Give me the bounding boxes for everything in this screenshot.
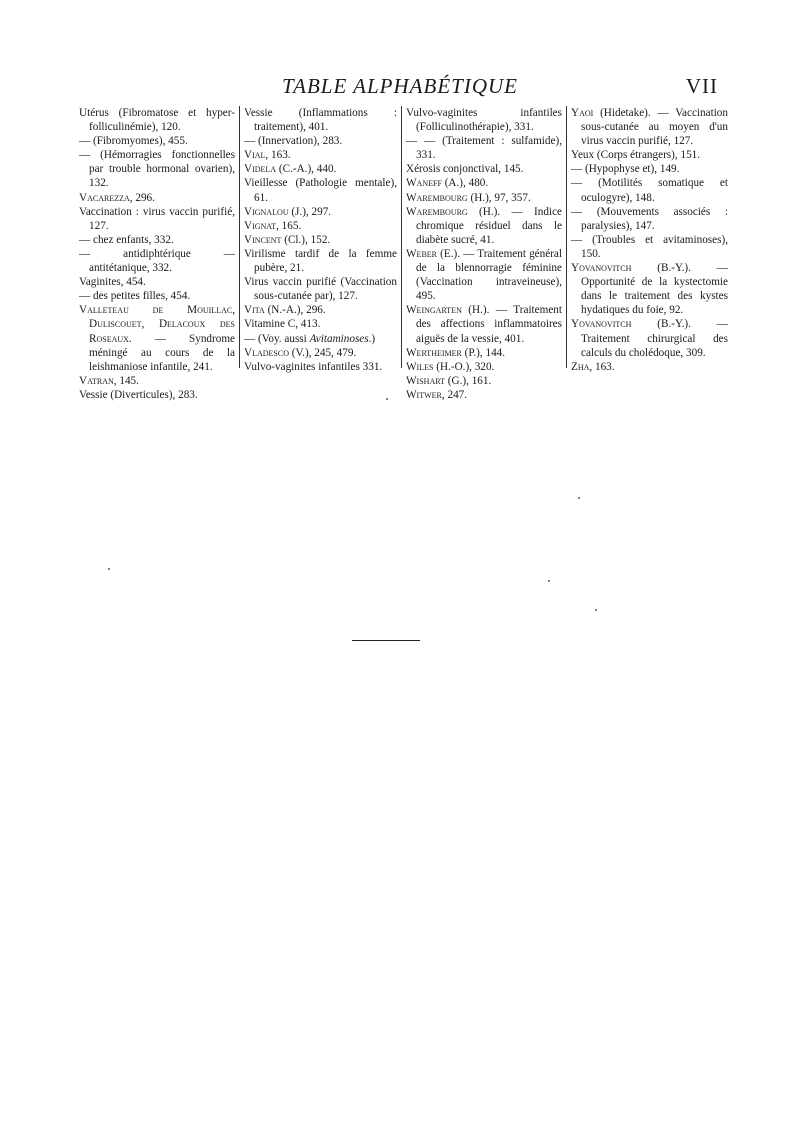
print-speck bbox=[548, 580, 550, 582]
index-entry bbox=[244, 233, 397, 247]
index-entry bbox=[244, 332, 397, 346]
index-entry bbox=[79, 205, 235, 233]
entry-text: , 163. bbox=[589, 360, 615, 373]
entry-text: Vaginites, 454. bbox=[79, 276, 146, 289]
index-entry bbox=[406, 191, 562, 205]
index-entry bbox=[244, 346, 397, 360]
entry-text: Vulvo-vaginites infantiles (Folliculinothérapie), 331. bbox=[406, 107, 562, 134]
index-entry bbox=[79, 289, 235, 303]
print-speck bbox=[595, 609, 597, 611]
entry-text: (Cl.), 152. bbox=[281, 233, 331, 246]
index-column-3 bbox=[402, 106, 567, 401]
end-rule bbox=[352, 640, 420, 641]
index-entry bbox=[571, 176, 728, 204]
entry-text: (V.), 245, 479. bbox=[288, 346, 357, 359]
entry-author: Warembourg bbox=[406, 205, 468, 218]
entry-author: Yovanovitch bbox=[571, 262, 632, 275]
index-entry bbox=[244, 106, 397, 134]
index-entry bbox=[244, 205, 397, 219]
entry-author: Vita bbox=[244, 304, 265, 317]
entry-text: . — Syndrome méningé au cours de la leishmaniose infantile, 241. bbox=[89, 332, 235, 373]
entry-author: Yovanovitch bbox=[571, 318, 632, 331]
index-entry bbox=[406, 205, 562, 247]
entry-text: (N.-A.), 296. bbox=[264, 304, 326, 317]
entry-text: Vaccination : virus vaccin purifié, 127. bbox=[79, 205, 235, 232]
entry-text: — (Motilités somatique et oculogyre), 148. bbox=[571, 177, 728, 204]
entry-text: — (Mouvements associés : paralysies), 147. bbox=[571, 205, 728, 232]
print-speck bbox=[108, 568, 110, 570]
index-entry bbox=[406, 247, 562, 303]
index-entry bbox=[79, 275, 235, 289]
entry-author: Witwer bbox=[406, 388, 442, 401]
entry-author: Weber bbox=[406, 247, 438, 260]
index-entry bbox=[406, 303, 562, 345]
index-entry bbox=[79, 134, 235, 148]
entry-author: Weingarten bbox=[406, 304, 462, 317]
entry-text: (H.). — Indice chromique résiduel dans le diabète sucré, 41. bbox=[416, 205, 562, 246]
entry-text: , 247. bbox=[441, 388, 468, 401]
entry-text: (Hidetake). — Vaccination sous-cutanée au moyen d'un virus vaccin purifié, 127. bbox=[581, 107, 728, 148]
index-column-4 bbox=[567, 106, 732, 374]
entry-text: (A.), 480. bbox=[441, 177, 489, 190]
entry-text-end: .) bbox=[368, 332, 376, 345]
entry-text: (G.), 161. bbox=[444, 374, 492, 387]
print-speck bbox=[386, 398, 388, 400]
entry-author: Vladesco bbox=[244, 346, 289, 359]
index-entry bbox=[244, 176, 397, 204]
entry-text: — (Troubles et avitaminoses), 150. bbox=[571, 233, 728, 260]
index-entry bbox=[406, 360, 562, 374]
entry-text: Yeux (Corps étrangers), 151. bbox=[571, 149, 701, 162]
entry-text: Vulvo-vaginites infantiles 331. bbox=[244, 360, 383, 373]
index-entry bbox=[571, 148, 728, 162]
entry-author: Vatran bbox=[79, 374, 114, 387]
index-entry bbox=[571, 360, 728, 374]
entry-author: Vignalou bbox=[244, 205, 289, 218]
index-entry bbox=[244, 317, 397, 331]
entry-text: (P.), 144. bbox=[461, 346, 506, 359]
index-columns bbox=[79, 106, 732, 401]
index-entry bbox=[406, 374, 562, 388]
index-entry bbox=[406, 162, 562, 176]
entry-text: — des petites filles, 454. bbox=[79, 290, 191, 303]
entry-text: , 165. bbox=[276, 219, 302, 232]
index-entry bbox=[571, 162, 728, 176]
entry-text: Virus vaccin purifié (Vaccination sous-cutanée par), 127. bbox=[244, 276, 397, 303]
entry-text: Vessie (Inflammations : traitement), 401. bbox=[244, 107, 397, 134]
entry-author: Wertheimer bbox=[406, 346, 462, 359]
index-entry bbox=[79, 388, 235, 402]
entry-text: Virilisme tardif de la femme pubère, 21. bbox=[244, 247, 397, 275]
entry-text: Xérosis conjonctival, 145. bbox=[406, 163, 524, 176]
entry-text: — chez enfants, 332. bbox=[79, 233, 174, 246]
entry-author: Valleteau de Mouillac, Duliscouet, Delacoux des Roseaux bbox=[79, 304, 235, 345]
entry-author: Vignat bbox=[244, 219, 277, 232]
entry-text: — — (Traitement : sulfamide), 331. bbox=[406, 135, 562, 162]
index-entry bbox=[244, 219, 397, 233]
entry-text: (B.-Y.). — Opportunité de la kystectomie dans le traitement des kystes hydatiques du foie, 92. bbox=[581, 262, 728, 317]
entry-text: Vieillesse (Pathologie mentale), 61. bbox=[244, 177, 397, 204]
index-entry bbox=[406, 134, 562, 162]
index-entry bbox=[571, 233, 728, 261]
entry-text: — (Voy. aussi bbox=[244, 332, 310, 345]
entry-text: (B.-Y.). — Traitement chirurgical des calculs du cholédoque, 309. bbox=[581, 318, 728, 359]
entry-text: , 163. bbox=[265, 149, 291, 162]
print-speck bbox=[578, 497, 580, 499]
index-entry bbox=[406, 388, 562, 402]
entry-text: — (Hypophyse et), 149. bbox=[571, 163, 680, 176]
index-entry bbox=[244, 162, 397, 176]
entry-author: Waneff bbox=[406, 177, 442, 190]
entry-author: Wiles bbox=[406, 360, 434, 373]
entry-text: (C.-A.), 440. bbox=[276, 163, 337, 176]
entry-author: Videla bbox=[244, 163, 277, 176]
entry-author: Vincent bbox=[244, 233, 282, 246]
entry-text: , 296. bbox=[129, 191, 155, 204]
index-column-1 bbox=[79, 106, 240, 401]
page-title: TABLE ALPHABÉTIQUE bbox=[282, 74, 518, 98]
entry-author: Warembourg bbox=[406, 191, 468, 204]
entry-text: , 145. bbox=[113, 374, 139, 387]
index-entry bbox=[244, 303, 397, 317]
entry-author: Yaoi bbox=[571, 107, 594, 119]
entry-text: Vessie (Diverticules), 283. bbox=[79, 388, 198, 401]
entry-text: (E.). — Traitement général de la blennorragie féminine (Vaccination intraveineuse), 495. bbox=[416, 247, 562, 303]
entry-text: — (Hémorragies fonctionnelles par trouble hormonal ovarien), 132. bbox=[79, 149, 235, 190]
index-entry bbox=[244, 247, 397, 275]
index-entry bbox=[571, 261, 728, 317]
index-entry bbox=[79, 303, 235, 373]
index-entry bbox=[406, 346, 562, 360]
index-entry bbox=[79, 191, 235, 205]
entry-text: — (Fibromyomes), 455. bbox=[79, 135, 188, 148]
entry-text: (H.). — Traitement des affections inflammatoires aiguës de la vessie, 401. bbox=[416, 304, 562, 345]
index-entry bbox=[79, 247, 235, 275]
index-entry bbox=[571, 317, 728, 359]
index-column-2 bbox=[240, 106, 402, 373]
index-entry bbox=[79, 106, 235, 134]
entry-italic: Avitaminoses bbox=[309, 332, 369, 345]
entry-text: Vitamine C, 413. bbox=[244, 318, 321, 331]
page-number: VII bbox=[685, 74, 718, 98]
entry-text: Utérus (Fibromatose et hyper-folliculinémie), 120. bbox=[79, 107, 235, 134]
index-entry bbox=[79, 233, 235, 247]
entry-text: (H.-O.), 320. bbox=[433, 360, 495, 373]
index-entry bbox=[571, 205, 728, 233]
entry-author: Zha bbox=[571, 360, 590, 373]
index-entry bbox=[79, 374, 235, 388]
index-entry bbox=[79, 148, 235, 190]
index-entry bbox=[244, 134, 397, 148]
index-entry bbox=[406, 176, 562, 190]
index-entry bbox=[571, 106, 728, 148]
index-entry bbox=[406, 106, 562, 134]
index-entry bbox=[244, 275, 397, 303]
entry-text: (H.), 97, 357. bbox=[467, 191, 531, 204]
entry-author: Vial bbox=[244, 149, 266, 162]
entry-text: — (Innervation), 283. bbox=[244, 135, 343, 148]
entry-text: — antidiphtérique — antitétanique, 332. bbox=[79, 247, 235, 275]
entry-text: (J.), 297. bbox=[288, 205, 332, 218]
index-entry bbox=[244, 148, 397, 162]
entry-author: Wishart bbox=[406, 374, 445, 387]
index-entry bbox=[244, 360, 397, 374]
entry-author: Vacarezza bbox=[79, 191, 130, 204]
